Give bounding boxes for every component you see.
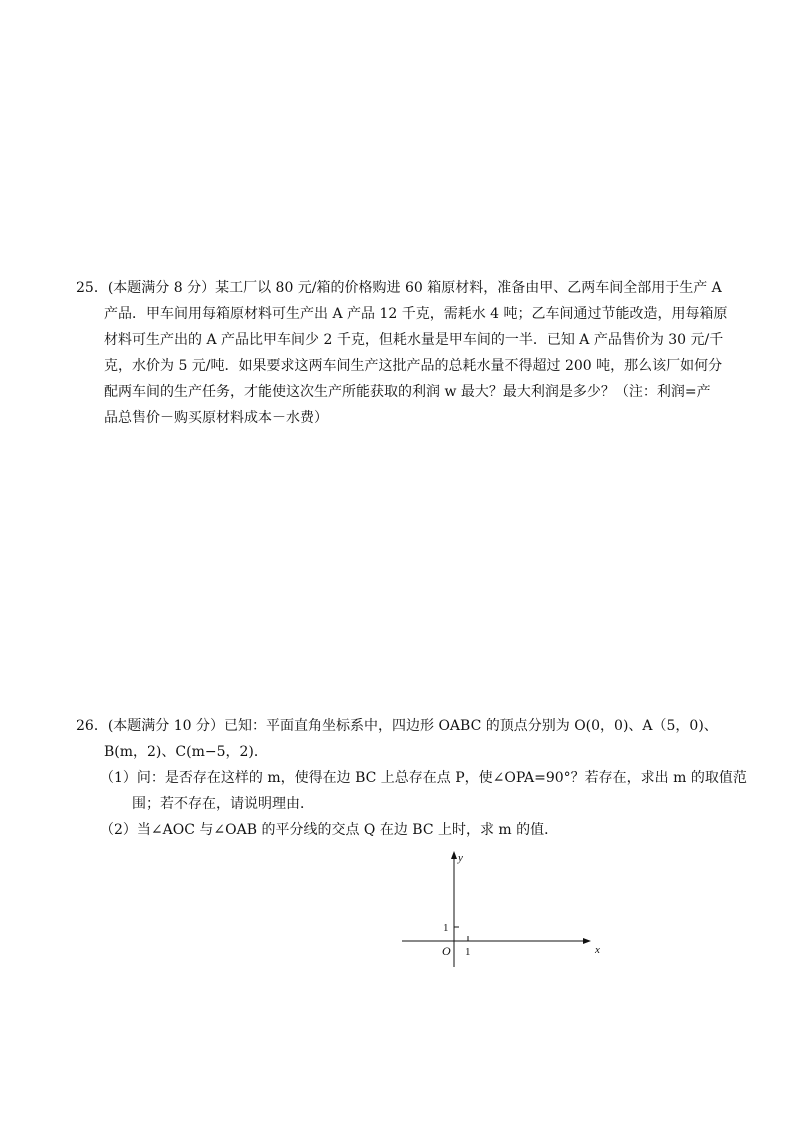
q26-line-2: B(m，2)、C(m−5，2)．	[104, 744, 268, 760]
q25-line-4: 克，水价为 5 元/吨．如果要求这两车间生产这批产品的总耗水量不得超过 200 吨，那么该厂如何分	[104, 358, 723, 374]
q25-line-5: 配两车间的生产任务，才能使这次生产所能获取的利润 w 最大？最大利润是多少？（注：利润=产	[104, 384, 711, 400]
q26-part1-line-2: 围；若不存在，请说明理由．	[132, 796, 314, 812]
y-axis-label: y	[458, 852, 463, 864]
x-axis-label: x	[595, 944, 600, 956]
q25-line-3: 材料可生产出的 A 产品比甲车间少 2 千克，但耗水量是甲车间的一半．已知 A 产品售价为 30 元/千	[104, 332, 724, 348]
q25-line-6: 品总售价－购买原材料成本－水费）	[104, 410, 328, 426]
q26-line-1: 26．(本题满分 10 分）已知：平面直角坐标系中，四边形 OABC 的顶点分别为 O(0，0)、A（5，0)、	[76, 718, 718, 734]
x-tick-label: 1	[465, 946, 471, 958]
q25-line-2: 产品．甲车间用每箱原材料可生产出 A 产品 12 千克，需耗水 4 吨；乙车间通过节能改造，用每箱原	[104, 306, 728, 322]
y-tick-label: 1	[443, 922, 449, 934]
coordinate-axes-figure	[390, 845, 620, 975]
origin-label: O	[442, 944, 451, 958]
y-axis-arrow-icon	[451, 851, 457, 859]
q25-line-1: 25．(本题满分 8 分）某工厂以 80 元/箱的价格购进 60 箱原材料，准备由甲、乙两车间全部用于生产 A	[76, 280, 722, 296]
q26-part2: （2）当∠AOC 与∠OAB 的平分线的交点 Q 在边 BC 上时，求 m 的值．	[100, 822, 559, 838]
q26-part1-line-1: （1）问：是否存在这样的 m，使得在边 BC 上总存在点 P，使∠OPA=90°？若存在，求出 m 的取值范	[100, 770, 747, 786]
x-axis-arrow-icon	[583, 938, 591, 944]
